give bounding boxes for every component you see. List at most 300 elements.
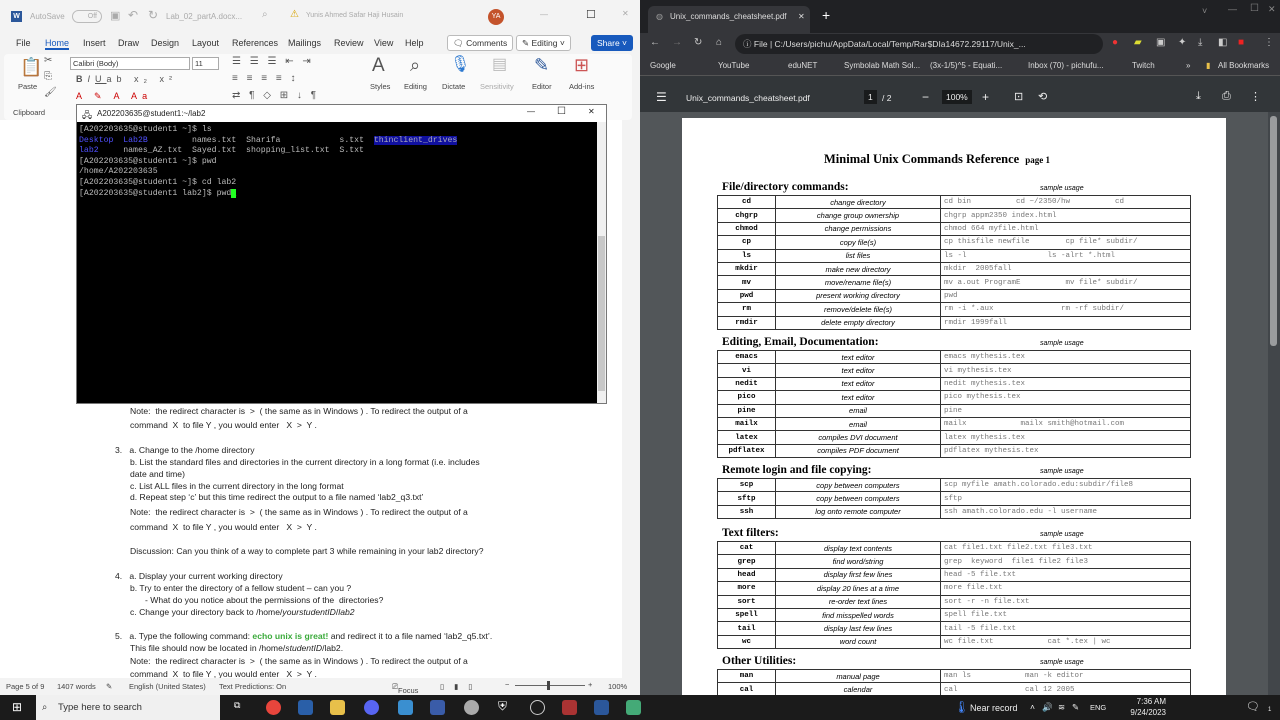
comments-button[interactable]: 🗨 Comments bbox=[447, 35, 513, 51]
doc-text: lab2 bbox=[338, 607, 355, 617]
doc-line bbox=[115, 631, 492, 641]
zoom-level[interactable]: 100% bbox=[608, 682, 628, 691]
browser-close-icon[interactable]: ✕ bbox=[1268, 4, 1276, 14]
autosave-toggle[interactable]: Off bbox=[72, 10, 102, 23]
warning-icon: ⚠ bbox=[290, 9, 299, 20]
notification-count: 1 bbox=[1268, 707, 1272, 713]
command-description: text editor bbox=[776, 391, 941, 404]
command-description: delete empty directory bbox=[776, 316, 941, 329]
zoom-in-button[interactable]: + bbox=[588, 680, 593, 689]
focus-button[interactable]: ⎚ Focus bbox=[392, 682, 419, 695]
clock-date[interactable]: 9/24/2023 bbox=[1130, 708, 1166, 717]
fit-page-icon[interactable]: ⊡ bbox=[1014, 91, 1024, 103]
doc-text: echo unix is great! bbox=[252, 631, 329, 641]
styles-icon[interactable]: A bbox=[372, 55, 385, 76]
table-row bbox=[718, 431, 1191, 444]
zoom-in-icon[interactable]: + bbox=[982, 90, 990, 104]
tab-home[interactable]: Home bbox=[45, 38, 70, 48]
sample-usage: wc file.txt cat *.tex | wc bbox=[941, 635, 1191, 648]
command-name: mkdir bbox=[718, 262, 776, 275]
command-description: display first few lines bbox=[776, 568, 941, 581]
pdf-page bbox=[682, 118, 1226, 695]
command-name: more bbox=[718, 582, 776, 595]
security-icon[interactable]: ⛨ bbox=[498, 699, 508, 713]
view-mode-icons[interactable]: ▯▮▯ bbox=[440, 682, 483, 691]
back-icon[interactable]: ← bbox=[650, 37, 660, 48]
table-row bbox=[718, 391, 1191, 404]
doc-text: command X to file Y , you would enter X > Y . bbox=[130, 522, 317, 532]
url-scheme: File bbox=[753, 39, 768, 49]
table-row bbox=[718, 222, 1191, 235]
doc-text: d. Repeat step ‘c’ but this time redirect the output to a file named ‘lab2_q3.txt’ bbox=[130, 492, 424, 502]
document-title-text: Minimal Unix Commands Reference bbox=[824, 152, 1020, 166]
page-label: page 1 bbox=[1025, 155, 1050, 165]
doc-text: 4. a. Display your current working directory bbox=[115, 571, 283, 581]
command-name: ls bbox=[718, 249, 776, 262]
command-description: text editor bbox=[776, 364, 941, 377]
doc-line bbox=[130, 656, 468, 666]
doc-text: Discussion: Can you think of a way to complete part 3 while remaining in your lab2 directory? bbox=[130, 546, 484, 556]
terminal-line bbox=[79, 136, 457, 147]
volume-icon[interactable]: 🔊 bbox=[1042, 702, 1053, 712]
editing-button[interactable]: Editing bbox=[404, 82, 427, 91]
putty-icon: 🖧 bbox=[82, 110, 93, 120]
copy-icon[interactable]: ⎘ bbox=[44, 71, 52, 82]
command-name: rm bbox=[718, 303, 776, 316]
tab-view[interactable]: View bbox=[374, 38, 394, 48]
table-row bbox=[718, 622, 1191, 635]
share-label: Share bbox=[597, 38, 620, 48]
language[interactable]: English (United States) bbox=[129, 682, 206, 691]
doc-text: studentID bbox=[285, 643, 323, 653]
obs-icon[interactable] bbox=[530, 700, 545, 715]
text-predictions[interactable]: Text Predictions: On bbox=[219, 682, 287, 691]
command-description: log onto remote computer bbox=[776, 505, 941, 518]
table-row bbox=[718, 404, 1191, 417]
sample-usage: chmod 664 myfile.html bbox=[941, 222, 1191, 235]
sample-usage: mkdir 2005fall bbox=[941, 262, 1191, 275]
taskbar bbox=[0, 695, 1280, 720]
home-icon[interactable]: ⌂ bbox=[716, 37, 723, 48]
undo-icon[interactable]: ↶ bbox=[128, 8, 139, 22]
globe-icon: ◍ bbox=[656, 12, 663, 21]
minimize-icon[interactable]: — bbox=[540, 10, 548, 19]
doc-line bbox=[130, 507, 468, 517]
tab-insert[interactable]: Insert bbox=[83, 38, 106, 48]
word-title-bar bbox=[0, 0, 640, 33]
command-name: scp bbox=[718, 479, 776, 492]
addins-button[interactable]: Add-ins bbox=[569, 82, 595, 91]
new-tab-icon[interactable]: + bbox=[822, 7, 831, 23]
editor-button[interactable]: Editor bbox=[532, 82, 552, 91]
sample-usage: cd bin cd ~/2350/hw cd bbox=[941, 196, 1191, 209]
pdf-download-icon[interactable]: ⤓ bbox=[1196, 90, 1201, 102]
bookmark-youtube[interactable]: YouTube bbox=[718, 61, 750, 70]
command-name: sftp bbox=[718, 492, 776, 505]
sample-usage: head -5 file.txt bbox=[941, 568, 1191, 581]
doc-text: Note: the redirect character is > ( the same as in Windows ) . To redirect the output of a bbox=[130, 406, 468, 416]
sample-usage-label: sample usage bbox=[1040, 185, 1084, 192]
sample-usage: cal cal 12 2005 bbox=[941, 683, 1191, 695]
pdf-bar-spacer bbox=[640, 76, 1280, 84]
sample-usage: ls -l ls -alrt *.html bbox=[941, 249, 1191, 262]
proofing-icon[interactable]: ✎ bbox=[106, 682, 113, 691]
ribbon-tabs bbox=[0, 34, 640, 52]
command-description: make new directory bbox=[776, 262, 941, 275]
font-format-icons[interactable]: BIUab x₂ x² bbox=[76, 74, 178, 84]
command-table bbox=[717, 478, 1191, 519]
doc-line bbox=[130, 481, 344, 491]
notifications-icon[interactable]: 🗨 bbox=[1246, 701, 1260, 713]
command-description: display 20 lines at a time bbox=[776, 582, 941, 595]
paste-button[interactable]: Paste bbox=[18, 82, 38, 91]
doc-text: date and time) bbox=[130, 469, 185, 479]
word-taskbar-icon[interactable] bbox=[594, 700, 609, 715]
side-panel-icon[interactable]: ◧ bbox=[1218, 37, 1228, 48]
table-row bbox=[718, 417, 1191, 430]
command-name: cp bbox=[718, 236, 776, 249]
terminal-maximize-icon[interactable]: ☐ bbox=[557, 106, 566, 117]
doc-line bbox=[115, 445, 255, 455]
doc-line bbox=[130, 607, 355, 617]
bookmarks-bar bbox=[640, 56, 1280, 76]
zoom-thumb[interactable] bbox=[547, 681, 550, 690]
command-name: vi bbox=[718, 364, 776, 377]
command-description: display text contents bbox=[776, 542, 941, 555]
bookmark-edunet[interactable]: eduNET bbox=[788, 61, 818, 70]
page-count[interactable]: Page 5 of 9 bbox=[6, 682, 45, 691]
command-description: re-order text lines bbox=[776, 595, 941, 608]
sample-usage-label: sample usage bbox=[1040, 340, 1084, 347]
pdf-menu-icon[interactable]: ☰ bbox=[656, 90, 667, 104]
avatar[interactable]: YA bbox=[488, 9, 504, 25]
redo-icon[interactable]: ↻ bbox=[148, 8, 159, 22]
terminal-close-icon[interactable]: ✕ bbox=[588, 107, 595, 116]
sample-usage-label: sample usage bbox=[1040, 468, 1084, 475]
terminal-title-bar[interactable] bbox=[77, 105, 606, 122]
putty-taskbar-icon[interactable] bbox=[626, 700, 641, 715]
bookmark-symbolab[interactable]: Symbolab Math Sol... bbox=[844, 61, 921, 70]
doc-line bbox=[130, 669, 317, 678]
terminal-text: thinclient_drives bbox=[373, 135, 458, 145]
extension-icon[interactable]: ● bbox=[1112, 37, 1119, 48]
terminal-minimize-icon[interactable]: — bbox=[527, 107, 535, 116]
terminal-output[interactable] bbox=[77, 122, 597, 403]
chrome-icon[interactable] bbox=[266, 700, 281, 715]
page-number-input[interactable]: 1 bbox=[864, 90, 877, 104]
sample-usage: chgrp appm2350 index.html bbox=[941, 209, 1191, 222]
command-description: remove/delete file(s) bbox=[776, 303, 941, 316]
pdf-scrollbar[interactable] bbox=[1268, 112, 1280, 695]
font-color-icons[interactable]: A ✎ A Aa bbox=[76, 91, 153, 101]
table-row bbox=[718, 262, 1191, 275]
terminal-text: names_AZ.txt Sayed.txt shopping_list.txt S.txt bbox=[98, 146, 364, 156]
editor-icon[interactable]: ✎ bbox=[534, 55, 550, 75]
terminal-scroll-thumb[interactable] bbox=[598, 236, 605, 391]
addins-icon[interactable]: ⊞ bbox=[574, 55, 590, 75]
address-bar[interactable]: ⓘ File | C:/Users/pichu/AppData/Local/Temp/Rar$DIa14672.29117/Unix_... bbox=[735, 34, 1103, 54]
table-row bbox=[718, 276, 1191, 289]
file-explorer-icon[interactable] bbox=[330, 700, 345, 715]
pdf-toolbar bbox=[640, 84, 1280, 112]
terminal-text: [A202203635@student1 ~]$ pwd bbox=[79, 156, 217, 166]
doc-text: /lab2. bbox=[322, 643, 344, 653]
sample-usage: emacs mythesis.tex bbox=[941, 351, 1191, 364]
browser-tab-strip bbox=[640, 0, 1280, 33]
winrar-icon[interactable] bbox=[562, 700, 577, 715]
command-name: latex bbox=[718, 431, 776, 444]
doc-line bbox=[115, 571, 283, 581]
microphone-icon[interactable]: 🎙 bbox=[450, 56, 471, 73]
tab-search-icon[interactable]: ˅ bbox=[1202, 6, 1208, 16]
sample-usage: pico mythesis.tex bbox=[941, 391, 1191, 404]
weather-text[interactable]: Near record bbox=[970, 703, 1018, 713]
sample-usage: man ls man -k editor bbox=[941, 670, 1191, 683]
table-row bbox=[718, 377, 1191, 390]
command-name: pwd bbox=[718, 289, 776, 302]
input-language[interactable]: ENG bbox=[1090, 703, 1107, 712]
terminal-window[interactable] bbox=[76, 104, 607, 404]
app-icon-2[interactable] bbox=[430, 700, 445, 715]
zoom-out-icon[interactable]: − bbox=[922, 90, 930, 104]
table-row bbox=[718, 582, 1191, 595]
browser-toolbar bbox=[640, 33, 1280, 56]
table-row bbox=[718, 542, 1191, 555]
table-row bbox=[718, 364, 1191, 377]
font-name-select[interactable]: Calibri (Body) bbox=[70, 57, 190, 70]
command-name: emacs bbox=[718, 351, 776, 364]
command-description: word count bbox=[776, 635, 941, 648]
terminal-title: A202203635@student1:~/lab2 bbox=[97, 109, 206, 118]
search-icon: ⌕ bbox=[42, 702, 48, 713]
command-name: head bbox=[718, 568, 776, 581]
bookmark-equation[interactable]: (3x-1/5)^5 - Equati... bbox=[930, 61, 1003, 70]
command-description: find misspelled words bbox=[776, 608, 941, 621]
table-row bbox=[718, 670, 1191, 683]
doc-text: This file should now be located in /home/ bbox=[130, 643, 286, 653]
command-name: pine bbox=[718, 404, 776, 417]
share-button[interactable]: Share ˅ bbox=[591, 35, 633, 51]
clipboard-group-label: Clipboard bbox=[13, 108, 46, 117]
find-icon[interactable]: ⌕ bbox=[410, 55, 421, 75]
doc-text: b. Try to enter the directory of a fellow student – can you ? bbox=[130, 583, 352, 593]
doc-line bbox=[130, 546, 483, 556]
tab-review[interactable]: Review bbox=[334, 38, 364, 48]
app-icon[interactable] bbox=[398, 700, 413, 715]
command-name: cat bbox=[718, 542, 776, 555]
tab-references[interactable]: References bbox=[232, 38, 279, 48]
bookmark-inbox[interactable]: Inbox (70) - pichufu... bbox=[1028, 61, 1104, 70]
paragraph-icons[interactable]: ⇄ ¶ ◇ ⊞ ↓ ¶ bbox=[232, 90, 320, 101]
search-icon[interactable]: ⌕ bbox=[262, 9, 268, 20]
cut-icon[interactable]: ✂ bbox=[44, 55, 53, 66]
rotate-icon[interactable]: ⟲ bbox=[1038, 91, 1048, 103]
doc-text: - What do you notice about the permissions of the directories? bbox=[145, 595, 384, 605]
table-row bbox=[718, 479, 1191, 492]
autosave-label: AutoSave bbox=[30, 12, 65, 21]
terminal-text: lab2 bbox=[79, 146, 99, 156]
start-icon[interactable]: ⊞ bbox=[12, 700, 23, 714]
command-description: display last few lines bbox=[776, 622, 941, 635]
tab-draw[interactable]: Draw bbox=[118, 38, 140, 48]
taskbar-search[interactable] bbox=[36, 695, 220, 720]
sample-usage: latex mythesis.tex bbox=[941, 431, 1191, 444]
bookmark-twitch[interactable]: Twitch bbox=[1132, 61, 1155, 70]
browser-maximize-icon[interactable]: ☐ bbox=[1250, 3, 1259, 14]
command-description: copy between computers bbox=[776, 479, 941, 492]
discord-icon[interactable] bbox=[364, 700, 379, 715]
word-count[interactable]: 1407 words bbox=[57, 682, 96, 691]
command-table bbox=[717, 541, 1191, 649]
table-row bbox=[718, 196, 1191, 209]
command-description: change permissions bbox=[776, 222, 941, 235]
extensions-puzzle-icon[interactable]: ✦ bbox=[1178, 37, 1187, 48]
app-icon-3[interactable] bbox=[464, 700, 479, 715]
sample-usage: ssh amath.colorado.edu -l username bbox=[941, 505, 1191, 518]
doc-text: c. Change your directory back to /home/ bbox=[130, 607, 283, 617]
sample-usage: pwd bbox=[941, 289, 1191, 302]
command-description: change directory bbox=[776, 196, 941, 209]
table-row bbox=[718, 209, 1191, 222]
terminal-line bbox=[79, 146, 364, 157]
all-bookmarks[interactable]: All Bookmarks bbox=[1218, 61, 1270, 70]
table-row bbox=[718, 595, 1191, 608]
command-name: chgrp bbox=[718, 209, 776, 222]
command-description: copy between computers bbox=[776, 492, 941, 505]
doc-text: yourstudentID bbox=[282, 607, 336, 617]
sample-usage: rmdir 1999fall bbox=[941, 316, 1191, 329]
font-size-select[interactable]: 11 bbox=[192, 57, 219, 70]
extension-icon-2[interactable]: ▰ bbox=[1134, 37, 1142, 48]
tab-mailings[interactable]: Mailings bbox=[288, 38, 322, 48]
command-table bbox=[717, 350, 1191, 458]
table-row bbox=[718, 303, 1191, 316]
pdf-zoom-input[interactable]: 100% bbox=[942, 90, 972, 104]
doc-text: b. List the standard files and directories in the current directory in a long format (i.e. includes bbox=[130, 457, 480, 467]
downloads-icon[interactable]: ⤓ bbox=[1198, 37, 1203, 48]
search-placeholder: Type here to search bbox=[58, 702, 142, 713]
doc-text: command X to file Y , you would enter X > Y . bbox=[130, 669, 317, 678]
command-description: text editor bbox=[776, 351, 941, 364]
command-description: text editor bbox=[776, 377, 941, 390]
terminal-line bbox=[79, 189, 236, 200]
terminal-line bbox=[79, 167, 158, 178]
task-view-icon[interactable]: ⧉ bbox=[234, 700, 241, 710]
table-row bbox=[718, 505, 1191, 518]
table-row bbox=[718, 351, 1191, 364]
profile-icon[interactable]: ■ bbox=[1238, 37, 1245, 48]
browser-window bbox=[640, 0, 1280, 695]
extension-icon-3[interactable]: ▣ bbox=[1156, 37, 1166, 48]
menu-icon[interactable]: ⋮ bbox=[1264, 37, 1274, 48]
sample-usage: scp myfile amath.colorado.edu:subdir/file8 bbox=[941, 479, 1191, 492]
reload-icon[interactable]: ↻ bbox=[694, 37, 703, 48]
print-icon[interactable]: ⎙ bbox=[1222, 90, 1231, 102]
sample-usage-label: sample usage bbox=[1040, 659, 1084, 666]
command-name: man bbox=[718, 670, 776, 683]
list-icons[interactable]: ☰ ☰ ☰ ⇤ ⇥ bbox=[232, 56, 314, 67]
doc-text: 5. a. Type the following command: bbox=[115, 631, 253, 641]
bookmark-google[interactable]: Google bbox=[650, 61, 676, 70]
sample-usage: cat file1.txt file2.txt file3.txt bbox=[941, 542, 1191, 555]
pdf-scroll-thumb[interactable] bbox=[1270, 116, 1277, 346]
command-description: change group ownership bbox=[776, 209, 941, 222]
doc-text: c. List ALL files in the current directory in the long format bbox=[130, 481, 344, 491]
command-description: manual page bbox=[776, 670, 941, 683]
table-row bbox=[718, 249, 1191, 262]
tab-help[interactable]: Help bbox=[405, 38, 424, 48]
terminal-cursor: _ bbox=[231, 188, 237, 198]
paste-icon[interactable]: 📋 bbox=[20, 57, 43, 77]
styles-button[interactable]: Styles bbox=[370, 82, 391, 91]
tab-design[interactable]: Design bbox=[151, 38, 180, 48]
clock-time[interactable]: 7:36 AM bbox=[1136, 697, 1166, 706]
pen-icon[interactable]: ✎ bbox=[1072, 702, 1080, 712]
doc-text: Note: the redirect character is > ( the same as in Windows ) . To redirect the output of a bbox=[130, 507, 468, 517]
command-description: email bbox=[776, 417, 941, 430]
doc-line bbox=[130, 522, 317, 532]
pdf-more-icon[interactable]: ⋮ bbox=[1250, 91, 1261, 103]
table-row bbox=[718, 568, 1191, 581]
command-description: present working directory bbox=[776, 289, 941, 302]
document-scrollbar[interactable] bbox=[622, 120, 640, 678]
focus-label: Focus bbox=[398, 686, 419, 695]
browser-minimize-icon[interactable]: — bbox=[1228, 4, 1237, 14]
command-table bbox=[717, 195, 1191, 330]
sample-usage: sftp bbox=[941, 492, 1191, 505]
browser-tab[interactable] bbox=[648, 6, 810, 33]
format-painter-icon[interactable]: 🖌 bbox=[44, 87, 57, 98]
tray-chevron-icon[interactable]: ˄ bbox=[1030, 702, 1035, 712]
command-description: email bbox=[776, 404, 941, 417]
sample-usage: mv a.out ProgramE mv file* subdir/ bbox=[941, 276, 1191, 289]
maximize-icon[interactable]: ☐ bbox=[586, 9, 596, 21]
command-name: tail bbox=[718, 622, 776, 635]
word-logo-icon: W bbox=[11, 11, 22, 22]
network-icon[interactable]: ≋ bbox=[1058, 702, 1066, 712]
align-icons[interactable]: ≡ ≡ ≡ ≡ ↕ bbox=[232, 73, 299, 84]
zoom-slider[interactable] bbox=[505, 681, 595, 691]
document-filename[interactable]: Lab_02_partA.docx... bbox=[166, 12, 243, 21]
sensitivity-icon: ▤ bbox=[492, 56, 508, 73]
steam-icon[interactable] bbox=[298, 700, 313, 715]
command-name: cd bbox=[718, 196, 776, 209]
section-heading: Other Utilities: bbox=[722, 655, 797, 667]
editing-mode-button[interactable]: ✎ Editing ˅ bbox=[516, 35, 571, 51]
user-name: Yunis Ahmed Safar Haji Husain bbox=[306, 12, 404, 19]
page-total: / 2 bbox=[882, 93, 892, 103]
command-name: sort bbox=[718, 595, 776, 608]
zoom-out-button[interactable]: − bbox=[505, 680, 510, 689]
dictate-button[interactable]: Dictate bbox=[442, 82, 466, 91]
more-bookmarks-icon[interactable]: » bbox=[1186, 61, 1191, 70]
weather-icon[interactable]: 🌡 bbox=[954, 700, 970, 714]
doc-text: / bbox=[335, 607, 339, 617]
doc-line bbox=[130, 457, 480, 467]
forward-icon[interactable]: → bbox=[672, 37, 682, 48]
command-name: cal bbox=[718, 683, 776, 695]
terminal-scrollbar[interactable] bbox=[597, 122, 606, 403]
tab-close-icon[interactable]: ✕ bbox=[798, 12, 805, 21]
sample-usage: spell file.txt bbox=[941, 608, 1191, 621]
section-heading: Editing, Email, Documentation: bbox=[722, 336, 879, 348]
command-name: mailx bbox=[718, 417, 776, 430]
close-icon[interactable]: ✕ bbox=[622, 9, 629, 18]
save-icon[interactable]: ▣ bbox=[110, 10, 121, 22]
tab-file[interactable]: File bbox=[16, 38, 31, 48]
pdf-filename: Unix_commands_cheatsheet.pdf bbox=[686, 93, 810, 103]
tab-layout[interactable]: Layout bbox=[192, 38, 220, 48]
